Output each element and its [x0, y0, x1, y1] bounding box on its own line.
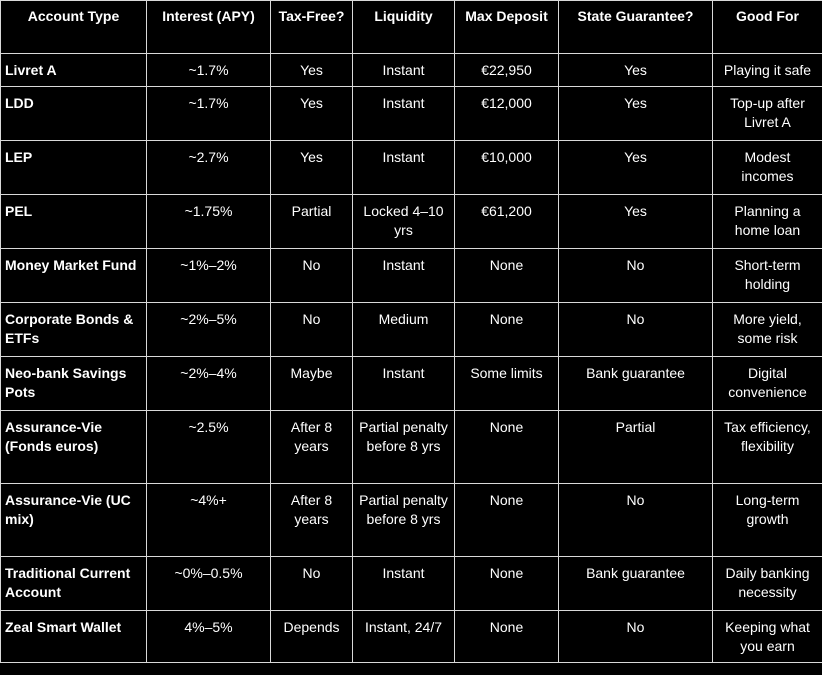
cell-good-for: Digital convenience [713, 357, 822, 411]
cell-interest: ~2%–4% [147, 357, 271, 411]
cell-account-type: Assurance-Vie (UC mix) [1, 484, 147, 557]
cell-interest: ~1%–2% [147, 249, 271, 303]
cell-account-type: LEP [1, 141, 147, 195]
table-row [1, 87, 822, 141]
cell-state-guarantee: No [559, 249, 713, 303]
cell-state-guarantee: Bank guarantee [559, 557, 713, 611]
cell-liquidity: Instant [353, 249, 455, 303]
cell-liquidity: Partial penalty before 8 yrs [353, 411, 455, 484]
cell-account-type: Traditional Current Account [1, 557, 147, 611]
cell-good-for: Playing it safe [713, 54, 822, 87]
cell-interest: ~0%–0.5% [147, 557, 271, 611]
cell-max-deposit: None [455, 484, 559, 557]
cell-liquidity: Instant, 24/7 [353, 611, 455, 663]
table-row [1, 141, 822, 195]
cell-interest: ~1.75% [147, 195, 271, 249]
table-row [1, 557, 822, 611]
cell-account-type: Zeal Smart Wallet [1, 611, 147, 663]
cell-max-deposit: €61,200 [455, 195, 559, 249]
cell-good-for: More yield, some risk [713, 303, 822, 357]
cell-tax-free: No [271, 557, 353, 611]
cell-interest: ~4%+ [147, 484, 271, 557]
header-tax-free: Tax-Free? [271, 1, 353, 54]
cell-tax-free: Yes [271, 87, 353, 141]
cell-tax-free: Yes [271, 54, 353, 87]
cell-max-deposit: €22,950 [455, 54, 559, 87]
header-state-guarantee: State Guarantee? [559, 1, 713, 54]
cell-interest: ~2.5% [147, 411, 271, 484]
cell-state-guarantee: Yes [559, 195, 713, 249]
cell-good-for: Planning a home loan [713, 195, 822, 249]
cell-good-for: Modest incomes [713, 141, 822, 195]
cell-tax-free: Maybe [271, 357, 353, 411]
cell-tax-free: No [271, 303, 353, 357]
cell-good-for: Keeping what you earn [713, 611, 822, 663]
cell-max-deposit: None [455, 611, 559, 663]
cell-liquidity: Medium [353, 303, 455, 357]
cell-state-guarantee: No [559, 303, 713, 357]
cell-interest: ~2%–5% [147, 303, 271, 357]
table-row [1, 249, 822, 303]
table-row [1, 357, 822, 411]
cell-state-guarantee: Yes [559, 87, 713, 141]
cell-good-for: Daily banking necessity [713, 557, 822, 611]
cell-state-guarantee: Yes [559, 141, 713, 195]
cell-interest: ~2.7% [147, 141, 271, 195]
cell-max-deposit: €10,000 [455, 141, 559, 195]
table-row [1, 611, 822, 663]
header-liquidity: Liquidity [353, 1, 455, 54]
cell-interest: ~1.7% [147, 54, 271, 87]
cell-max-deposit: None [455, 303, 559, 357]
cell-tax-free: Depends [271, 611, 353, 663]
cell-liquidity: Partial penalty before 8 yrs [353, 484, 455, 557]
cell-liquidity: Instant [353, 557, 455, 611]
table-row [1, 411, 822, 484]
header-account-type: Account Type [1, 1, 147, 54]
cell-good-for: Long-term growth [713, 484, 822, 557]
cell-account-type: PEL [1, 195, 147, 249]
cell-liquidity: Instant [353, 141, 455, 195]
cell-liquidity: Locked 4–10 yrs [353, 195, 455, 249]
cell-state-guarantee: Bank guarantee [559, 357, 713, 411]
cell-good-for: Short-term holding [713, 249, 822, 303]
cell-account-type: Corporate Bonds & ETFs [1, 303, 147, 357]
table-row [1, 195, 822, 249]
cell-max-deposit: None [455, 557, 559, 611]
cell-tax-free: Yes [271, 141, 353, 195]
cell-account-type: Neo-bank Savings Pots [1, 357, 147, 411]
cell-max-deposit: €12,000 [455, 87, 559, 141]
cell-good-for: Top-up after Livret A [713, 87, 822, 141]
cell-tax-free: No [271, 249, 353, 303]
cell-liquidity: Instant [353, 357, 455, 411]
cell-account-type: Livret A [1, 54, 147, 87]
cell-state-guarantee: Yes [559, 54, 713, 87]
cell-good-for: Tax efficiency, flexibility [713, 411, 822, 484]
cell-liquidity: Instant [353, 54, 455, 87]
cell-state-guarantee: No [559, 484, 713, 557]
cell-state-guarantee: Partial [559, 411, 713, 484]
cell-account-type: Assurance-Vie (Fonds euros) [1, 411, 147, 484]
cell-max-deposit: Some limits [455, 357, 559, 411]
cell-account-type: Money Market Fund [1, 249, 147, 303]
cell-tax-free: After 8 years [271, 484, 353, 557]
cell-max-deposit: None [455, 411, 559, 484]
table-row [1, 54, 822, 87]
cell-tax-free: Partial [271, 195, 353, 249]
header-row [1, 1, 822, 54]
header-max-deposit: Max Deposit [455, 1, 559, 54]
header-good-for: Good For [713, 1, 822, 54]
cell-interest: 4%–5% [147, 611, 271, 663]
cell-liquidity: Instant [353, 87, 455, 141]
cell-max-deposit: None [455, 249, 559, 303]
cell-interest: ~1.7% [147, 87, 271, 141]
cell-state-guarantee: No [559, 611, 713, 663]
table-row [1, 484, 822, 557]
header-interest: Interest (APY) [147, 1, 271, 54]
cell-account-type: LDD [1, 87, 147, 141]
table-row [1, 303, 822, 357]
cell-tax-free: After 8 years [271, 411, 353, 484]
